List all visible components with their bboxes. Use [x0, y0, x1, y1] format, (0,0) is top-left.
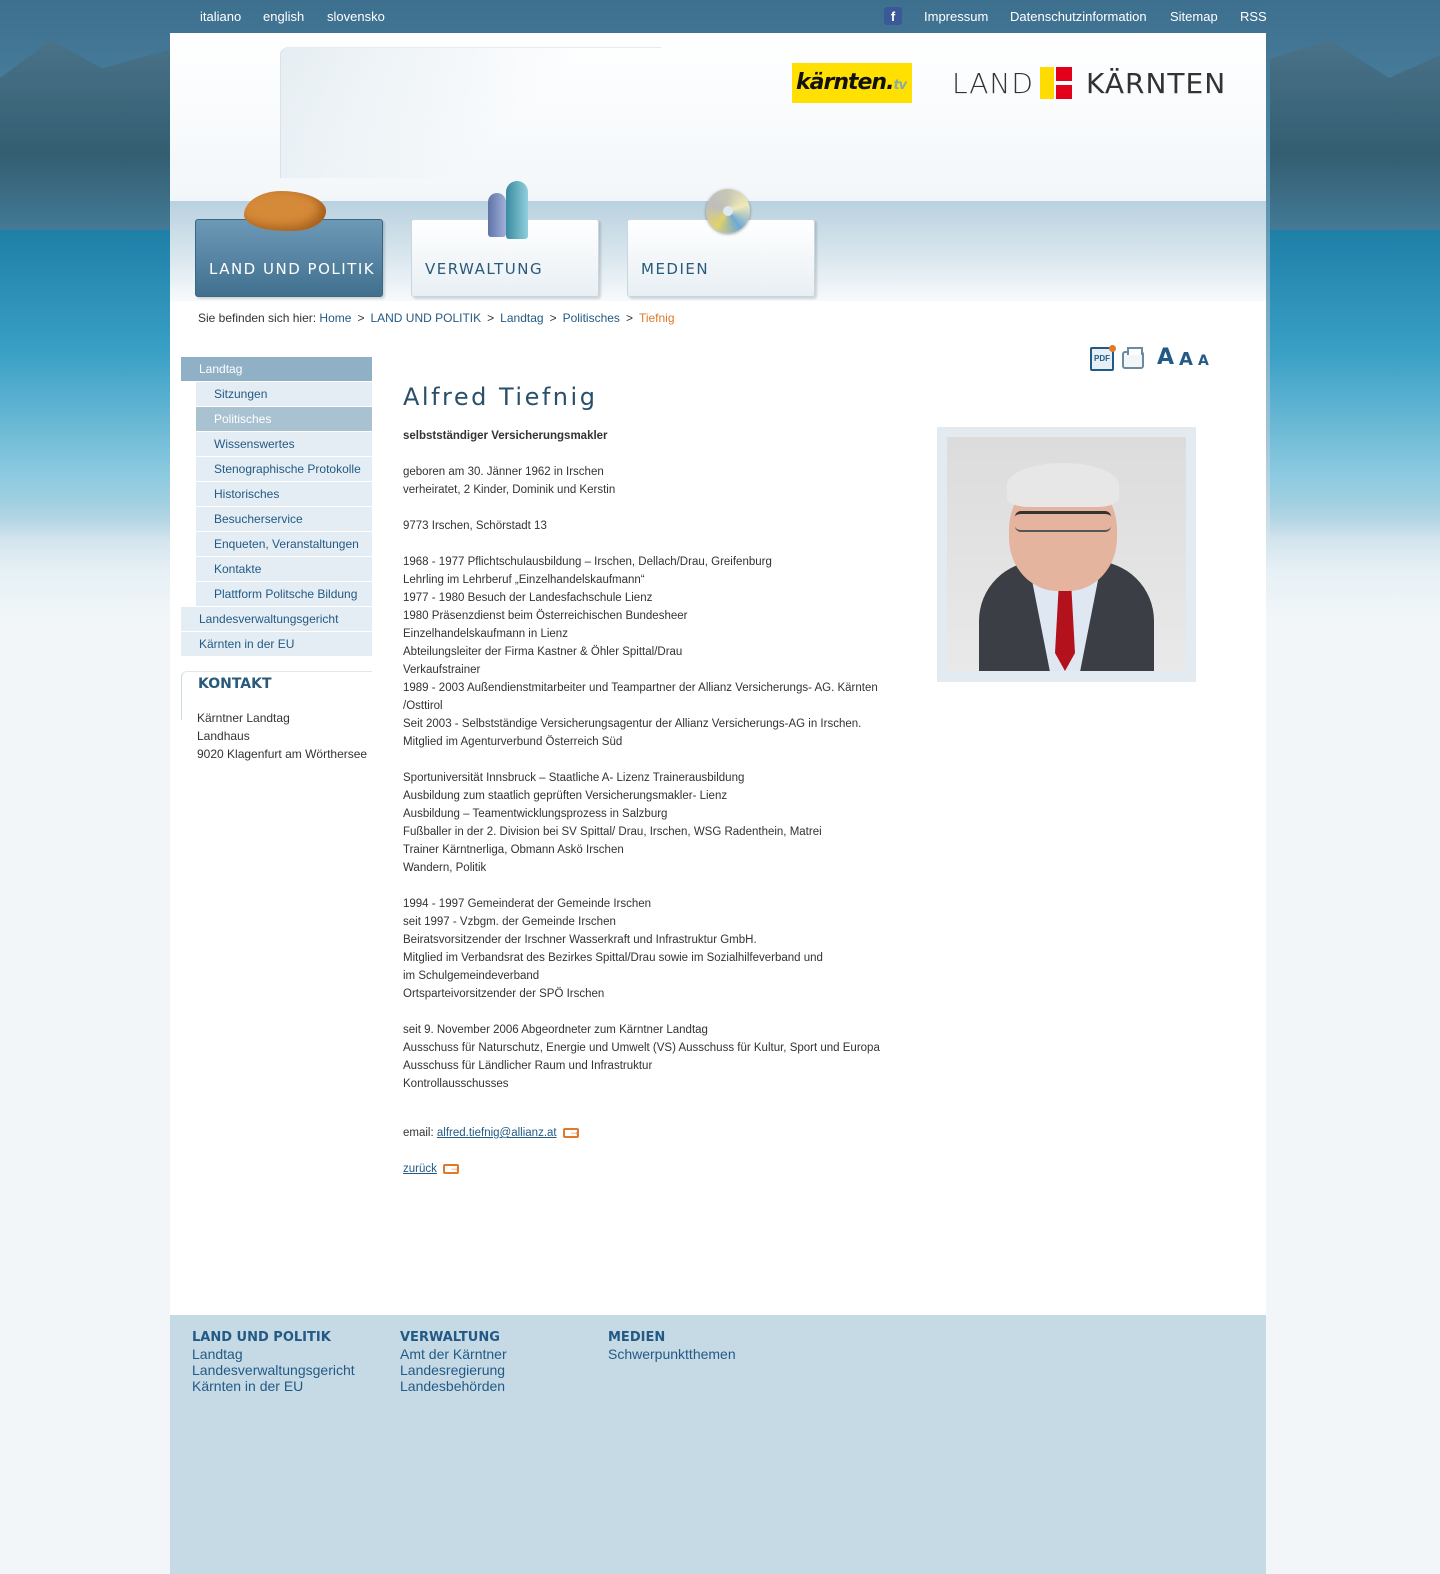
bio-line: Seit 2003 - Selbstständige Versicherungsagentur der Allianz Versicherungs-AG in Irschen. — [403, 718, 862, 730]
breadcrumb-separator: > — [625, 311, 633, 325]
bio-line: Ortsparteivorsitzender der SPÖ Irschen — [403, 988, 605, 1000]
footer-link[interactable]: Schwerpunktthemen — [608, 1346, 736, 1362]
bio-line: im Schulgemeindeverband — [403, 970, 540, 982]
kaernten-tv-logo[interactable] — [792, 63, 912, 103]
facebook-icon[interactable]: f — [884, 7, 902, 25]
bio-line: geboren am 30. Jänner 1962 in Irschen — [403, 466, 604, 478]
breadcrumb-land-und-politik[interactable]: LAND UND POLITIK — [370, 311, 482, 325]
font-size-medium-button[interactable]: A — [1179, 349, 1193, 370]
header-decoration — [280, 47, 661, 178]
bio-line: 9773 Irschen, Schörstadt 13 — [403, 520, 547, 532]
bio-line: Ausbildung – Teamentwicklungsprozess in Salzburg — [403, 808, 668, 820]
land-kaernten-logo-left[interactable]: LAND — [952, 67, 1034, 100]
kontakt-line: Kärntner Landtag — [197, 711, 290, 725]
map-icon — [244, 191, 326, 231]
footer-column-medien — [608, 1330, 736, 1362]
bio-line: Einzelhandelskaufmann in Lienz — [403, 628, 568, 640]
page-title: Alfred Tiefnig — [403, 383, 598, 411]
kontakt-box — [181, 671, 372, 761]
footer-link[interactable]: Landesbehörden — [400, 1378, 506, 1394]
bio-line: Lehrling im Lehrberuf „Einzelhandelskaufmann“ — [403, 574, 645, 586]
footer-link[interactable]: Landesverwaltungsgericht — [192, 1362, 355, 1378]
footer-column-title[interactable]: LAND UND POLITIK — [192, 1330, 331, 1345]
bio-line: 1994 - 1997 Gemeinderat der Gemeinde Irschen — [403, 898, 652, 910]
page-container — [170, 33, 1266, 1574]
sidebar-item-landtag[interactable]: Landtag — [181, 357, 372, 381]
footer-column-land-und-politik — [192, 1330, 355, 1394]
breadcrumb-prefix: Sie befinden sich hier: — [198, 311, 317, 325]
sidebar-item-plattform[interactable]: Plattform Politsche Bildung — [196, 582, 372, 606]
sidebar-item-politisches[interactable]: Politisches — [196, 407, 372, 431]
bio-line: Kontrollausschusses — [403, 1078, 509, 1090]
sidebar-item-kaernten-in-der-eu[interactable]: Kärnten in der EU — [181, 632, 372, 656]
kontakt-address — [197, 709, 367, 763]
tab-label: VERWALTUNG — [425, 260, 544, 278]
lang-english-link[interactable]: english — [263, 9, 305, 24]
bio-line: Abteilungsleiter der Firma Kastner & Öhler Spittal/Drau — [403, 646, 683, 658]
sidebar-item-kontakte[interactable]: Kontakte — [196, 557, 372, 581]
email-line — [403, 1127, 579, 1139]
lang-slovensko-link[interactable]: slovensko — [327, 9, 385, 24]
profile-occupation: selbstständiger Versicherungsmakler — [403, 430, 608, 442]
breadcrumb-separator: > — [357, 311, 365, 325]
bio-line: /Osttirol — [403, 700, 443, 712]
land-kaernten-logo-right[interactable]: KÄRNTEN — [1086, 67, 1227, 100]
footer-column-verwaltung — [400, 1330, 507, 1394]
footer-link[interactable]: Landesregierung — [400, 1362, 506, 1378]
print-icon[interactable] — [1122, 351, 1144, 369]
bio-line: Fußballer in der 2. Division bei SV Spittal/ Drau, Irschen, WSG Radenthein, Matrei — [403, 826, 822, 838]
portrait-frame — [937, 427, 1196, 682]
background-lake-right — [1270, 230, 1440, 540]
bio-line: Verkaufstrainer — [403, 664, 481, 676]
footer-link[interactable]: Amt der Kärntner — [400, 1346, 507, 1362]
breadcrumb-politisches[interactable]: Politisches — [562, 311, 620, 325]
kaernten-tv-logo-main: kärnten. — [796, 70, 894, 95]
bio-line: seit 9. November 2006 Abgeordneter zum Kärntner Landtag — [403, 1024, 708, 1036]
bio-line: Mitglied im Agenturverbund Österreich Süd — [403, 736, 623, 748]
sitemap-link[interactable]: Sitemap — [1170, 9, 1218, 24]
font-size-small-button[interactable]: A — [1198, 353, 1209, 369]
bio-line: verheiratet, 2 Kinder, Dominik und Kerstin — [403, 484, 616, 496]
tab-label: MEDIEN — [641, 260, 710, 278]
bio-line: 1977 - 1980 Besuch der Landesfachschule Lienz — [403, 592, 653, 604]
footer-column-title[interactable]: VERWALTUNG — [400, 1330, 500, 1345]
page-tools — [1090, 345, 1220, 373]
pdf-icon[interactable]: PDF — [1090, 347, 1114, 371]
bio-line: Sportuniversität Innsbruck – Staatliche A- Lizenz Trainerausbildung — [403, 772, 745, 784]
breadcrumb-landtag[interactable]: Landtag — [500, 311, 544, 325]
email-link[interactable]: alfred.tiefnig@allianz.at — [436, 1127, 557, 1139]
bio-line: Mitglied im Verbandsrat des Bezirkes Spittal/Drau sowie im Sozialhilfeverband und — [403, 952, 823, 964]
kontakt-line: 9020 Klagenfurt am Wörthersee — [197, 747, 368, 761]
external-link-icon[interactable] — [443, 1164, 459, 1174]
bio-line: 1968 - 1977 Pflichtschulausbildung – Irschen, Dellach/Drau, Greifenburg — [403, 556, 772, 568]
footer-column-title[interactable]: MEDIEN — [608, 1330, 666, 1345]
bio-line: Trainer Kärntnerliga, Obmann Askö Irschen — [403, 844, 624, 856]
kontakt-line: Landhaus — [197, 729, 250, 743]
portrait-photo — [947, 437, 1186, 671]
kontakt-title: KONTAKT — [198, 676, 272, 692]
sidebar-item-wissenswertes[interactable]: Wissenswertes — [196, 432, 372, 456]
top-bar — [0, 0, 1440, 34]
email-label: email: — [403, 1127, 434, 1139]
bio-line: Ausschuss für Ländlicher Raum und Infrastruktur — [403, 1060, 653, 1072]
lang-italiano-link[interactable]: italiano — [200, 9, 242, 24]
breadcrumb — [198, 311, 675, 325]
back-link[interactable]: zurück — [403, 1163, 437, 1175]
breadcrumb-home[interactable]: Home — [319, 311, 352, 325]
bio-line: Ausbildung zum staatlich geprüften Versicherungsmakler- Lienz — [403, 790, 728, 802]
bio-line: Beiratsvorsitzender der Irschner Wasserkraft und Infrastruktur GmbH. — [403, 934, 757, 946]
sidebar-item-besucherservice[interactable]: Besucherservice — [196, 507, 372, 531]
cd-icon — [706, 189, 750, 233]
breadcrumb-separator: > — [549, 311, 557, 325]
footer — [170, 1315, 1266, 1574]
sidebar-nav — [181, 357, 372, 657]
sidebar-item-landesverwaltungsgericht[interactable]: Landesverwaltungsgericht — [181, 607, 372, 631]
background-mountains-left — [0, 40, 170, 230]
people-icon — [488, 181, 532, 263]
rss-link[interactable]: RSS — [1240, 9, 1267, 24]
bio-block — [403, 769, 923, 877]
sidebar-item-historisches[interactable]: Historisches — [196, 482, 372, 506]
bio-block — [403, 517, 923, 535]
sidebar-item-stenographische-protokolle[interactable]: Stenographische Protokolle — [196, 457, 372, 481]
bio-block — [403, 463, 923, 499]
external-link-icon[interactable] — [563, 1128, 579, 1138]
bio-block — [403, 895, 923, 1003]
footer-link[interactable]: Kärnten in der EU — [192, 1378, 304, 1394]
breadcrumb-current: Tiefnig — [638, 311, 675, 325]
sidebar-item-sitzungen[interactable]: Sitzungen — [196, 382, 372, 406]
bio-line: Ausschuss für Naturschutz, Energie und Umwelt (VS) Ausschuss für Kultur, Sport und Europa — [403, 1042, 880, 1054]
sidebar-item-enqueten[interactable]: Enqueten, Veranstaltungen — [196, 532, 372, 556]
font-size-large-button[interactable]: A — [1157, 345, 1175, 370]
breadcrumb-separator: > — [487, 311, 495, 325]
profile-biography — [403, 463, 923, 1111]
bio-line: seit 1997 - Vzbgm. der Gemeinde Irschen — [403, 916, 616, 928]
bio-block — [403, 553, 923, 751]
footer-link[interactable]: Landtag — [192, 1346, 243, 1362]
back-line — [403, 1163, 459, 1175]
background-lake-left — [0, 230, 170, 540]
bio-line: 1989 - 2003 Außendienstmitarbeiter und Teampartner der Allianz Versicherungs- AG. Kärnten — [403, 682, 878, 694]
datenschutz-link[interactable]: Datenschutzinformation — [1010, 9, 1147, 24]
tab-label: LAND UND POLITIK — [209, 260, 376, 278]
header — [170, 33, 1266, 301]
bio-block — [403, 1021, 923, 1093]
bio-line: 1980 Präsenzdienst beim Österreichischen Bundesheer — [403, 610, 688, 622]
background-mountains-right — [1270, 40, 1440, 230]
bio-line: Wandern, Politik — [403, 862, 487, 874]
impressum-link[interactable]: Impressum — [924, 9, 989, 24]
kaernten-tv-logo-suffix: tv — [893, 78, 907, 93]
kaernten-coat-of-arms-icon — [1040, 67, 1072, 99]
